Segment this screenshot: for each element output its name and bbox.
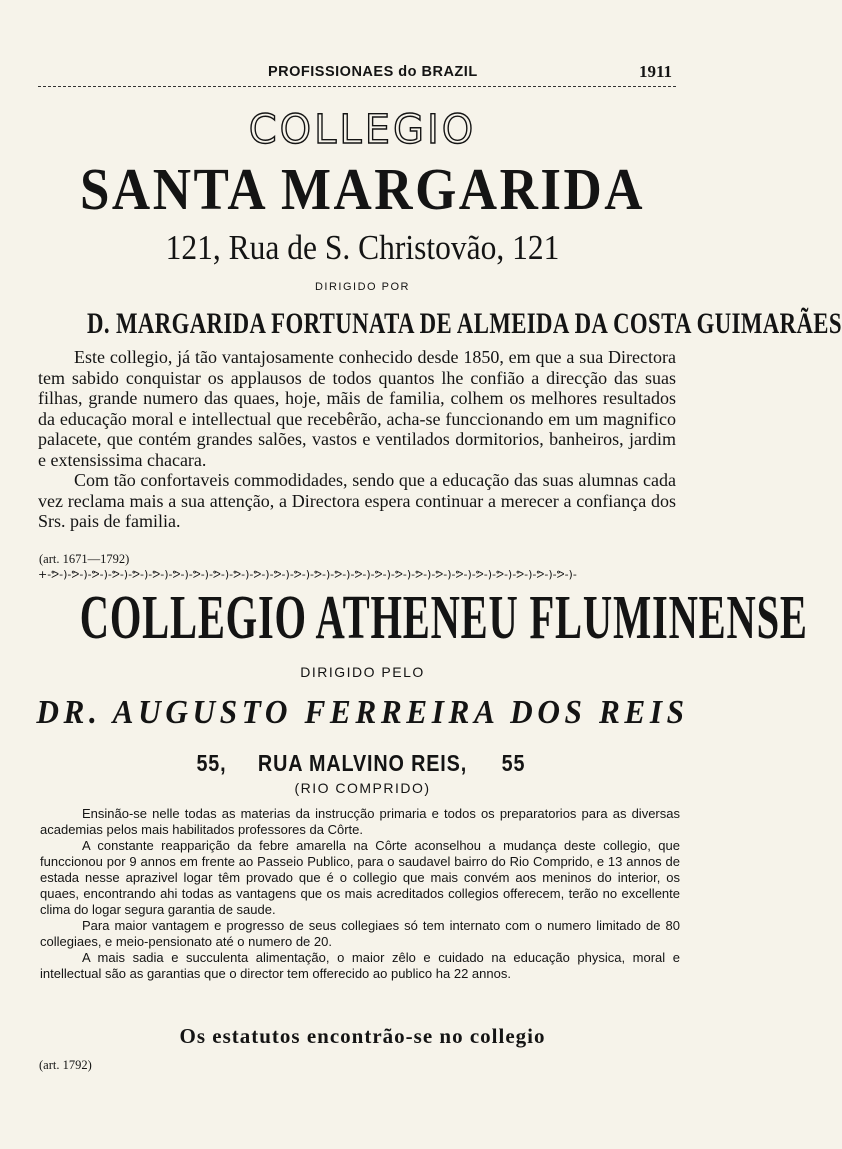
running-head-title: PROFISSIONAES do BRAZIL [268, 64, 478, 80]
college1-reference: (art. 1671—1792) [39, 552, 130, 566]
college2-paragraph: Para maior vantagem e progresso de seus collegiaes só tem internato com o numero limitado de 80 collegiaes, e meio-pensionato até o numero de 20. [40, 918, 680, 949]
college2-address [51, 749, 675, 777]
college1-address: 121, Rua de S. Christovão, 121 [165, 228, 560, 267]
college2-paragraph: A mais sadia e succulenta alimentação, o maior zêlo e cuidado na educação physica, moral e intellectual são as garantias que o director tem offerecido ao publico ha 22 annos. [40, 950, 680, 981]
college2-statutes-note: Os estatutos encontrão-se no collegio [179, 1024, 546, 1048]
college2-paragraph: A constante reapparição da febre amarella na Côrte aconselhou a mudança deste collegio, que funccionou por 9 annos em frente ao Passeio Publico, para o saudavel bairro do Rio Comprido, e 13 annos de estada nesse aprazivel logar têm provado que é o collegio que mais convém aos meninos do interior, os quaes, encontrando ahi todas as vantagens que os mais acreditados collegios offerecem, terão no excellente clima do logar segura garantia de saude. [40, 838, 680, 917]
college2-paragraph: Ensinão-se nelle todas as materias da instrucção primaria e todos os preparatorios para as diversas academias pelos mais habilitados professores da Côrte. [40, 806, 680, 837]
college1-name: SANTA MARGARIDA [79, 157, 646, 223]
address-street: RUA MALVINO REIS, [257, 750, 468, 776]
college2-locality: (RIO COMPRIDO) [294, 780, 431, 796]
college2-directed-by: DIRIGIDO PELO [300, 664, 425, 680]
college1-director: D. MARGARIDA FORTUNATA DE ALMEIDA DA COSTA GUIMARÃES [87, 307, 842, 340]
running-head [38, 62, 676, 87]
college2-name: COLLEGIO ATHENEU FLUMINENSE [79, 584, 808, 653]
address-number-right: 55 [501, 750, 526, 776]
college2-director: DR. AUGUSTO FERREIRA DOS REIS [36, 694, 689, 731]
college1-description [38, 347, 676, 532]
college1-paragraph: Este collegio, já tão vantajosamente conhecido desde 1850, em que a sua Directora tem sabido conquistar os applausos de todos quantos lhe confião a direcção das suas filhas, grande numero das quaes, hoje, mãis de familia, colhem os melhores resultados da educação moral e intellectual que recebêrão, acha-se funccionando em um magnifico palacete, que contém grandes salões, vastos e ventilados dormitorios, banheiros, jardim e extensissima chacara. [38, 347, 676, 470]
college1-directed-by: DIRIGIDO POR [314, 281, 410, 293]
college2-reference: (art. 1792) [39, 1058, 92, 1072]
college1-kicker: COLLEGIO [248, 107, 477, 153]
ornamental-divider: +-ᕗ-)-ᕗ-)-ᕗ-)-ᕗ-)-ᕗ-)-ᕗ-)-ᕗ-)-ᕗ-)-ᕗ-)-ᕗ-)-ᕗ-)-ᕗ-)-ᕗ-)-ᕗ-)-ᕗ-)-ᕗ-)-ᕗ-)-ᕗ-)-ᕗ-)-ᕗ-)-ᕗ-)-ᕗ-)-ᕗ-)-ᕗ-)-ᕗ-)-ᕗ-)- [38, 568, 577, 581]
college2-description [40, 806, 680, 982]
address-number-left: 55, [196, 750, 227, 776]
page-number: 1911 [638, 62, 672, 81]
college1-paragraph: Com tão confortaveis commodidades, sendo que a educação das suas alumnas cada vez reclama mais a sua attenção, a Directora espera continuar a merecer a confiança dos Srs. pais de familia. [38, 470, 676, 531]
